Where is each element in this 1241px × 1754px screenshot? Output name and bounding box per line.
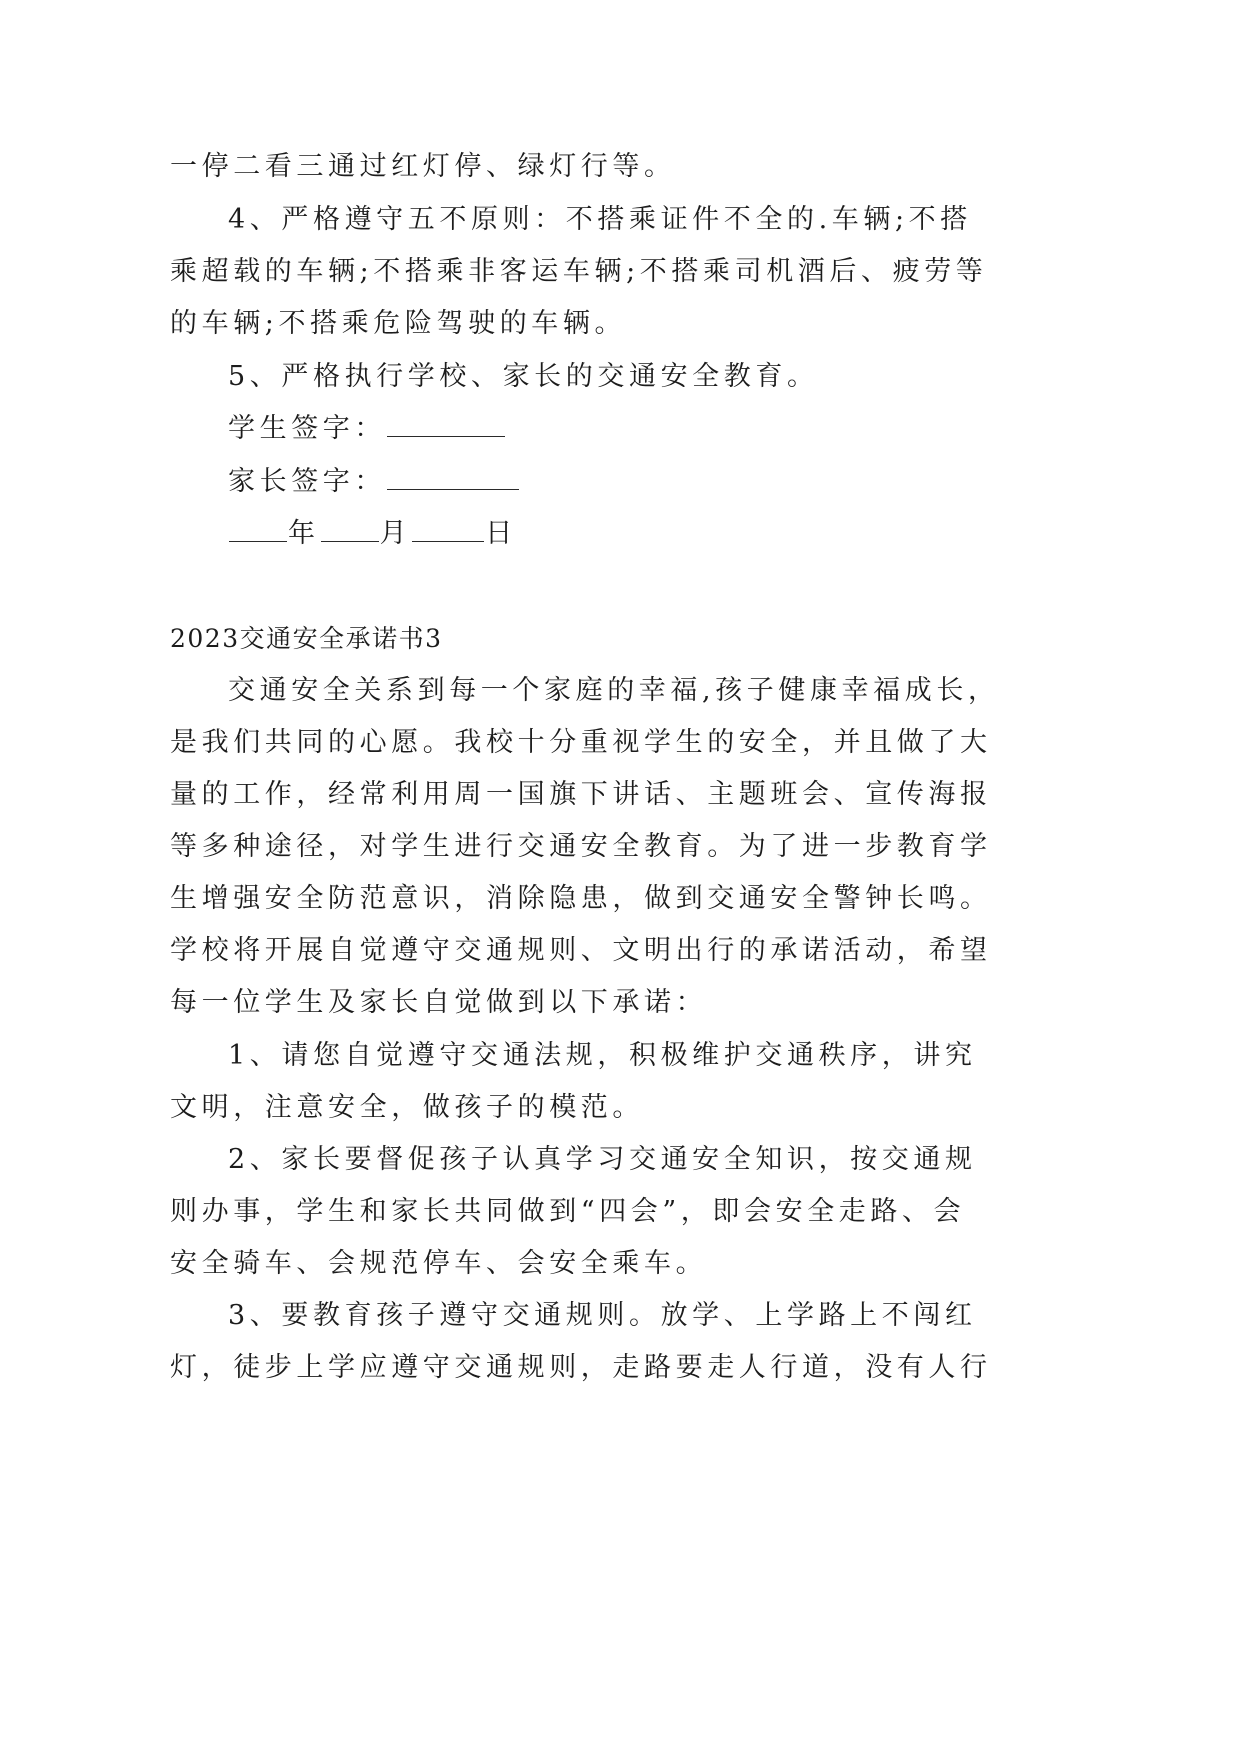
student-signature-blank [387,412,505,437]
promise-2-line-2: 则办事，学生和家长共同做到“四会”，即会安全走路、会 [170,1196,966,1227]
parent-signature-label: 家长签字： [228,466,386,497]
item-4-line-2: 乘超载的车辆;不搭乘非客运车辆;不搭乘司机酒后、疲劳等 [170,256,988,287]
promise-2-line-3: 安全骑车、会规范停车、会安全乘车。 [170,1248,708,1279]
paragraph-line: 一停二看三通过红灯停、绿灯行等。 [170,151,676,182]
intro-line-5: 生增强安全防范意识，消除隐患，做到交通安全警钟长鸣。 [170,883,992,914]
promise-2-line-1: 2、家长要督促孩子认真学习交通安全知识，按交通规 [228,1144,977,1175]
section-title: 2023交通安全承诺书3 [170,624,443,653]
intro-line-2: 是我们共同的心愿。我校十分重视学生的安全，并且做了大 [170,727,992,758]
date-year-label: 年 [288,518,320,549]
year-blank [229,517,287,542]
promise-1-line-2: 文明，注意安全，做孩子的模范。 [170,1092,644,1123]
parent-signature-row [228,465,520,499]
intro-line-6: 学校将开展自觉遵守交通规则、文明出行的承诺活动，希望 [170,935,992,966]
promise-1-line-1: 1、请您自觉遵守交通法规，积极维护交通秩序，讲究 [228,1040,977,1071]
student-signature-label: 学生签字： [228,413,386,444]
intro-line-4: 等多种途径，对学生进行交通安全教育。为了进一步教育学 [170,831,992,862]
date-month-label: 月 [379,518,412,549]
month-blank [321,517,379,542]
intro-line-3: 量的工作，经常利用周一国旗下讲话、主题班会、宣传海报 [170,779,992,810]
intro-line-7: 每一位学生及家长自觉做到以下承诺： [170,987,708,1018]
date-day-label: 日 [485,518,517,549]
intro-line-1: 交通安全关系到每一个家庭的幸福,孩子健康幸福成长， [228,675,1000,706]
item-4-line-3: 的车辆;不搭乘危险驾驶的车辆。 [170,308,627,339]
date-row [228,517,517,551]
promise-3-line-1: 3、要教育孩子遵守交通规则。放学、上学路上不闯红 [228,1300,977,1331]
item-4-line-1: 4、严格遵守五不原则：不搭乘证件不全的.车辆;不搭 [228,204,972,235]
item-5: 5、严格执行学校、家长的交通安全教育。 [228,361,819,392]
parent-signature-blank [387,465,519,490]
student-signature-row [228,412,506,446]
promise-3-line-2: 灯，徒步上学应遵守交通规则，走路要走人行道，没有人行 [170,1352,992,1383]
day-blank [412,517,484,542]
